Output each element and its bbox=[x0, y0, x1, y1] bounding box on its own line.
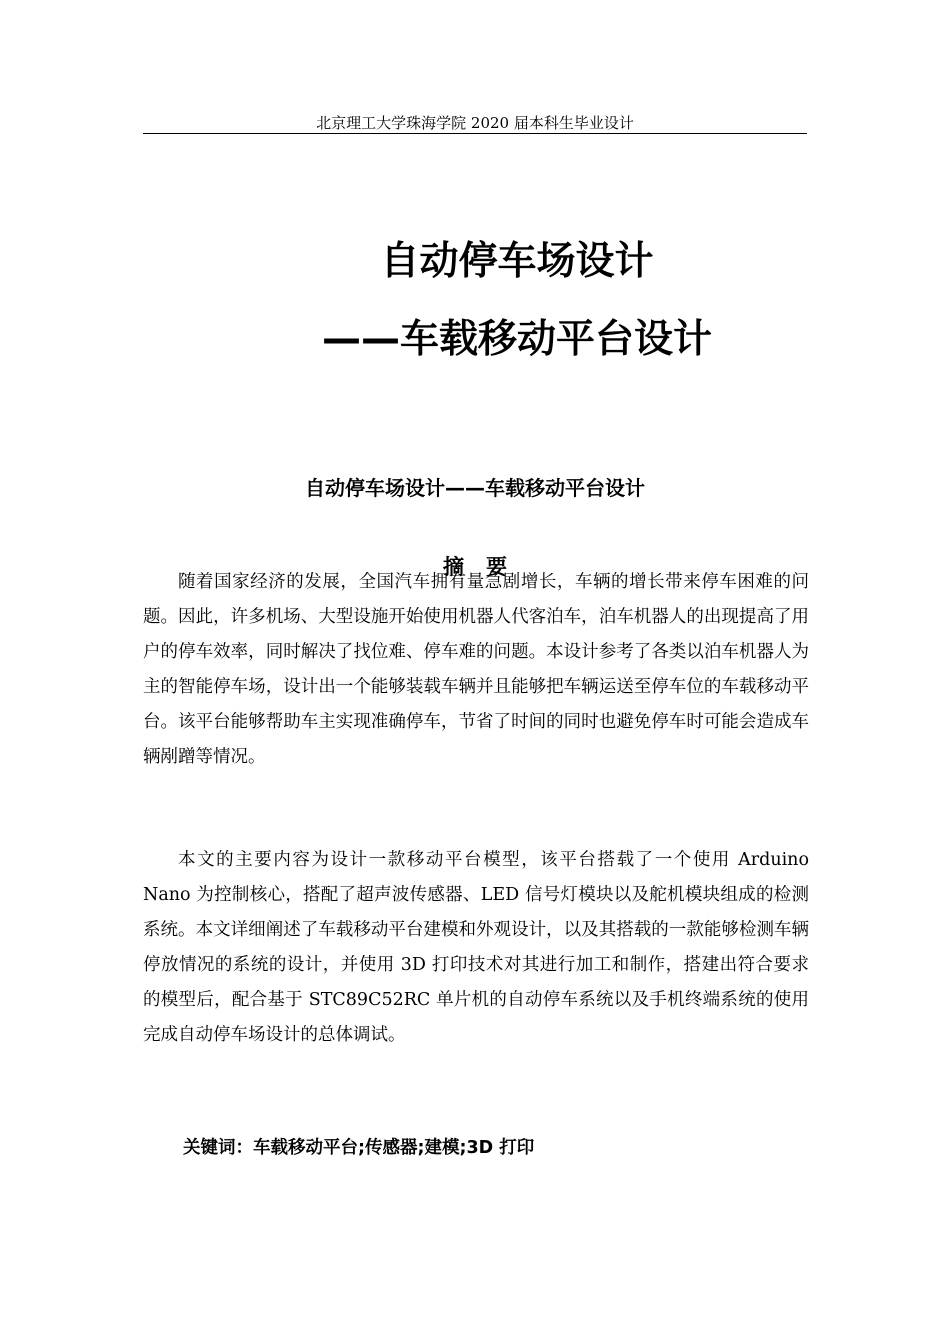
abstract-paragraph-1-text: 随着国家经济的发展，全国汽车拥有量急剧增长，车辆的增长带来停车困难的问题。因此，许多机场、大型设施开始使用机器人代客泊车，泊车机器人的出现提高了用户的停车效率，同时解决了找位难、停车难的问题。本设计参考了各类以泊车机器人为主的智能停车场，设计出一个能够装载车辆并且能够把车辆运送至停车位的车载移动平台。该平台能够帮助车主实现准确停车，节省了时间的同时也避免停车时可能会造成车辆剐蹭等情况。 bbox=[143, 572, 809, 767]
header-rule bbox=[143, 133, 807, 134]
abstract-title: 自动停车场设计——车载移动平台设计 bbox=[305, 476, 645, 500]
keywords-line: 关键词：车载移动平台;传感器;建模;3D 打印 bbox=[183, 1138, 535, 1158]
page-header: 北京理工大学珠海学院 2020 届本科生毕业设计 bbox=[316, 114, 634, 132]
document-title-line-2: ——车载移动平台设计 bbox=[321, 317, 712, 362]
abstract-heading: 摘要 bbox=[443, 555, 529, 579]
abstract-paragraph-2 bbox=[143, 843, 809, 1053]
abstract-paragraph-2-text: 本文的主要内容为设计一款移动平台模型，该平台搭载了一个使用 Arduino Nano 为控制核心，搭配了超声波传感器、LED 信号灯模块以及舵机模块组成的检测系统。本文详细阐述了车载移动平台建模和外观设计，以及其搭载的一款能够检测车辆停放情况的系统的设计，并使用 3D 打印技术对其进行加工和制作，搭建出符合要求的模型后，配合基于 STC89C52RC 单片机的自动停车系统以及手机终端系统的使用完成自动停车场设计的总体调试。 bbox=[143, 850, 809, 1045]
abstract-paragraph-1 bbox=[143, 565, 809, 775]
document-title-line-1: 自动停车场设计 bbox=[380, 239, 654, 284]
